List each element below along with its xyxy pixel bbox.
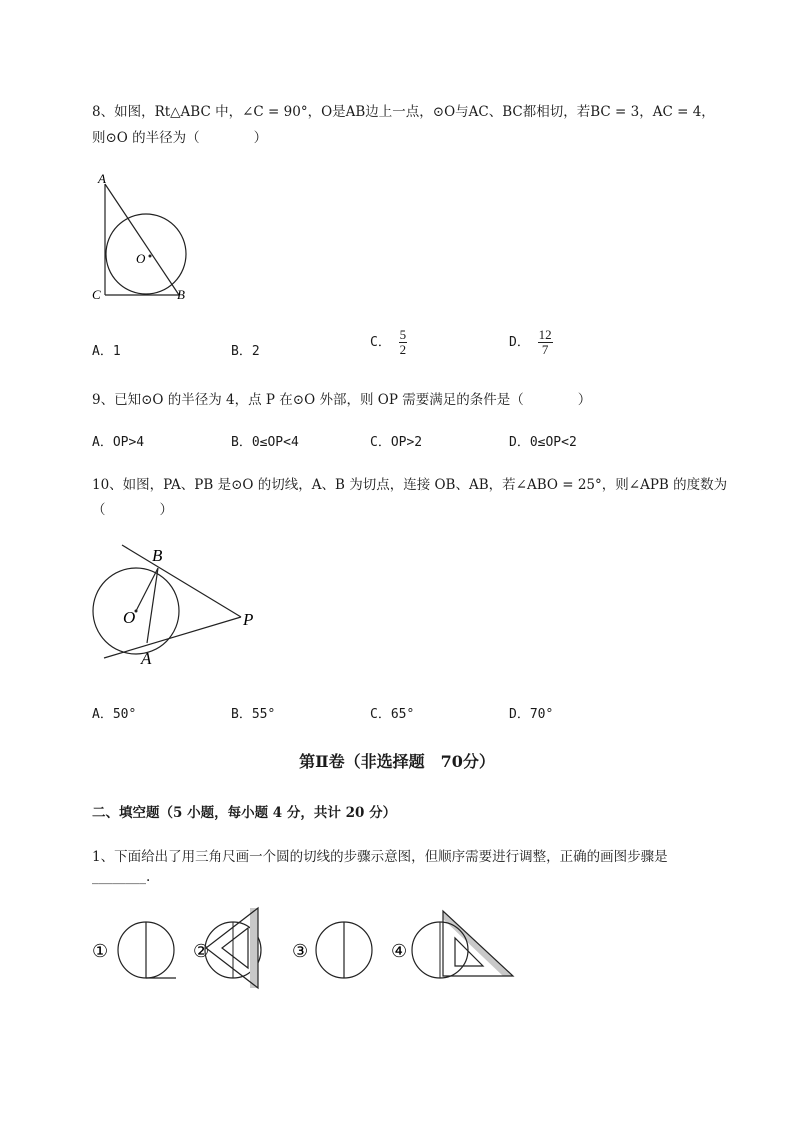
step-3-label: ③ xyxy=(292,941,309,961)
q8-option-d[interactable] xyxy=(509,328,553,357)
q8-option-c-fraction xyxy=(399,328,408,357)
fill1-answer-blank[interactable]: ________. xyxy=(92,869,151,885)
q8-option-c-prefix: C． xyxy=(370,335,391,350)
q10-stem-line2: （ ） xyxy=(92,502,173,518)
q8-label-c: C xyxy=(92,287,101,302)
q8-option-c[interactable] xyxy=(370,328,407,357)
q10-option-b[interactable]: B．55° xyxy=(231,707,276,722)
q9-stem: 9、已知⊙O 的半径为 4，点 P 在⊙O 外部，则 OP 需要满足的条件是（ ） xyxy=(92,392,592,408)
q8-option-b[interactable]: B．2 xyxy=(231,344,260,359)
q8-center-dot xyxy=(149,255,152,258)
step-1-label: ① xyxy=(92,941,109,961)
step-2-ruler-inner xyxy=(222,928,248,968)
q10-option-a[interactable]: A．50° xyxy=(92,707,137,722)
q8-option-c-numerator: 5 xyxy=(399,327,407,342)
q8-option-d-fraction xyxy=(538,328,553,357)
q8-option-d-denominator: 7 xyxy=(541,342,549,357)
q10-label-b: B xyxy=(152,546,163,565)
q8-option-d-prefix: D． xyxy=(509,335,530,350)
q10-label-a: A xyxy=(141,649,152,668)
section-title: 第Ⅱ卷（非选择题 70分） xyxy=(299,752,495,771)
q8-figure xyxy=(88,170,198,305)
q10-figure xyxy=(88,540,268,670)
q8-label-a: A xyxy=(98,171,106,186)
step-2-triangle-ruler-shade xyxy=(250,908,258,988)
q8-option-a[interactable]: A．1 xyxy=(92,344,121,359)
step-4-label: ④ xyxy=(391,941,408,961)
q9-option-d[interactable]: D．0≤OP<2 xyxy=(509,435,577,450)
fill1-steps-figure xyxy=(88,905,528,995)
q8-circle-o xyxy=(106,214,186,294)
q8-hypotenuse-ab xyxy=(105,184,179,295)
fill1-stem: 1、下面给出了用三角尺画一个圆的切线的步骤示意图，但顺序需要进行调整，正确的画图步骤是 xyxy=(92,849,668,865)
q10-label-p: P xyxy=(243,610,254,629)
q8-stem-line1: 8、如图，Rt△ABC 中，∠C = 90°，O是AB边上一点，⊙O与AC、BC都相切，若BC = 3，AC = 4， xyxy=(92,104,715,120)
q9-option-b[interactable]: B．0≤OP<4 xyxy=(231,435,299,450)
q10-tangent-pb xyxy=(122,545,241,617)
q10-option-c[interactable]: C．65° xyxy=(370,707,415,722)
q8-label-b: B xyxy=(177,287,185,302)
q10-option-d[interactable]: D．70° xyxy=(509,707,554,722)
q9-option-c[interactable]: C．OP>2 xyxy=(370,435,423,450)
q8-option-c-denominator: 2 xyxy=(399,342,407,357)
q10-stem-line1: 10、如图，PA、PB 是⊙O 的切线，A、B 为切点，连接 OB、AB，若∠ABO = 25°，则∠APB 的度数为 xyxy=(92,477,728,493)
part2-heading: 二、填空题（5 小题，每小题 4 分，共计 20 分） xyxy=(92,805,397,821)
q9-option-a[interactable]: A．OP>4 xyxy=(92,435,145,450)
q10-label-o: O xyxy=(123,608,136,627)
q8-option-d-numerator: 12 xyxy=(538,327,552,342)
step-2-label: ② xyxy=(193,941,210,961)
q8-stem-line2: 则⊙O 的半径为（ ） xyxy=(92,130,268,146)
q8-label-o: O xyxy=(136,251,146,266)
